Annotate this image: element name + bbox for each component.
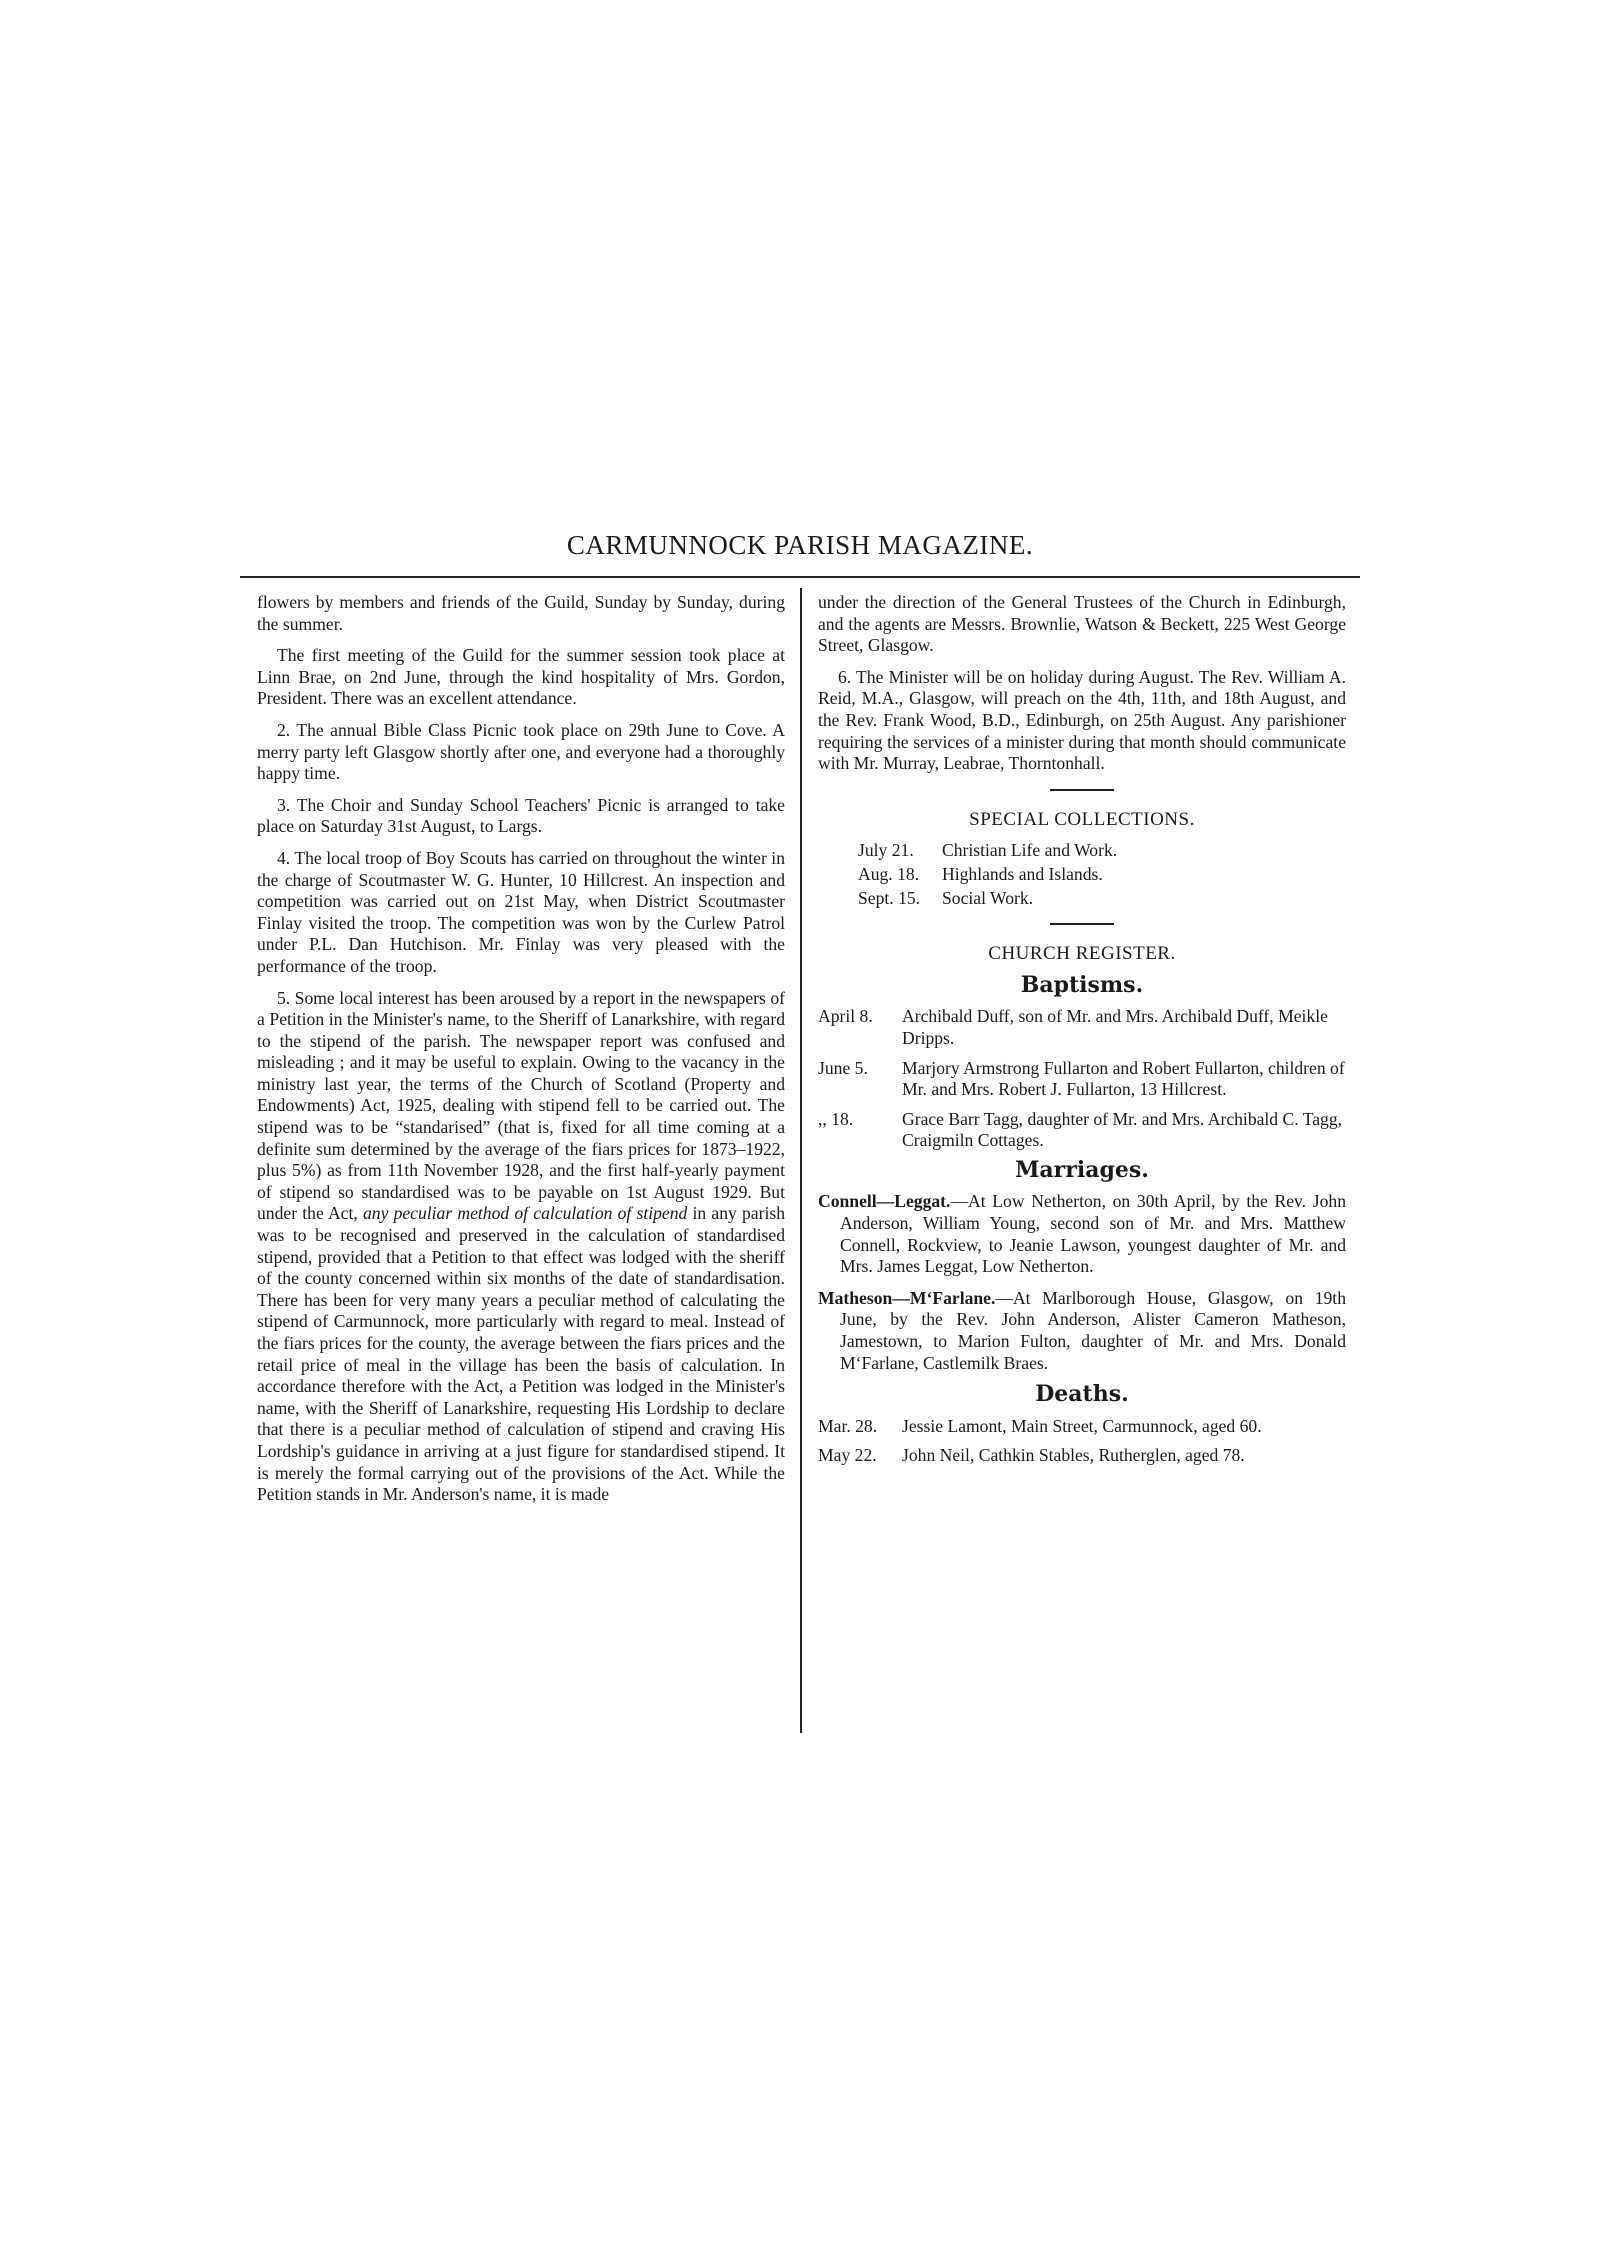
list-item <box>818 1058 1346 1101</box>
marriage-names: Connell—Leggat. <box>818 1191 951 1212</box>
list-item <box>858 840 1346 862</box>
collection-date: July 21. <box>858 840 914 861</box>
stipend-text-part1: 5. Some local interest has been aroused by a report in the newspapers of a Petition in the Minister's name, to the Sheriff of Lanarkshire, with regard to the stipend of the parish. The newspaper report was confused and misleading ; and it may be useful to explain. Owing to the vacancy in the ministry last year, the terms of the Church of Scotland (Property and Endowments) Act, 1925, dealing with stipend fell to be carried out. The stipend was to be “standarised” (that is, fixed for all time coming at a definite sum determined by the average of the fiars prices for 1873–1922, plus 5%) as from 11th November 1928, and the first half-yearly payment of stipend so standardised was to be payable on 1st August 1929. But under the Act, <box>257 987 785 1224</box>
baptism-date: ,, 18. <box>818 1108 854 1129</box>
column-divider <box>800 588 802 1733</box>
list-item <box>818 1288 1346 1374</box>
baptisms-heading: Baptisms. <box>1020 971 1144 998</box>
list-item <box>818 1416 1346 1438</box>
stipend-italic-phrase: any peculiar method of calculation of stipend <box>362 1203 688 1224</box>
collection-date: Sept. 15. <box>858 887 921 908</box>
paragraph-minister-holiday: 6. The Minister will be on holiday during August. The Rev. William A. Reid, M.A., Glasgow, will preach on the 4th, 11th, and 18th August, and the Rev. Frank Wood, B.D., Edinburgh, on 25th August. Any parishioner requiring the services of a minister during that month should communicate with Mr. Murray, Leabrae, Thorntonhall. <box>818 666 1346 774</box>
list-item <box>818 1445 1346 1467</box>
baptism-text: Marjory Armstrong Fullarton and Robert Fullarton, children of Mr. and Mrs. Robert J. Fullarton, 13 Hillcrest. <box>902 1057 1345 1100</box>
paragraph-bible-class-picnic: 2. The annual Bible Class Picnic took place on 29th June to Cove. A merry party left Glasgow shortly after one, and everyone had a thoroughly happy time. <box>257 719 785 784</box>
special-collections-heading: SPECIAL COLLECTIONS. <box>969 808 1195 830</box>
paragraph-guild-meeting: The first meeting of the Guild for the summer session took place at Linn Brae, on 2nd June, through the kind hospitality of Mrs. Gordon, President. There was an excellent attendance. <box>257 645 785 709</box>
baptism-text: Archibald Duff, son of Mr. and Mrs. Archibald Duff, Meikle Dripps. <box>902 1006 1328 1048</box>
death-date: Mar. 28. <box>818 1415 878 1436</box>
marriage-text: —At Marlborough House, Glasgow, on 19th June, by the Rev. John Anderson, Alister Cameron Matheson, Jamestown, to Marion Fulton, daughter of Mr. and Mrs. Donald M‘Farlane, Castlemilk Braes. <box>840 1287 1346 1373</box>
deaths-heading: Deaths. <box>1035 1381 1129 1408</box>
death-text: John Neil, Cathkin Stables, Rutherglen, aged 78. <box>902 1445 1245 1466</box>
collection-text: Christian Life and Work. <box>942 840 1118 861</box>
paragraph-boy-scouts: 4. The local troop of Boy Scouts has carried on throughout the winter in the charge of Scoutmaster W. G. Hunter, 10 Hillcrest. An inspection and competition was carried out on 21st May, when District Scoutmaster Finlay visited the troop. The competition was won by the Curlew Patrol under P.L. Dan Hutchison. Mr. Finlay was very pleased with the performance of the troop. <box>257 847 785 976</box>
list-item <box>858 888 1346 910</box>
marriages-heading: Marriages. <box>1015 1156 1149 1183</box>
death-date: May 22. <box>818 1445 877 1466</box>
collection-text: Social Work. <box>942 887 1034 908</box>
left-column <box>257 592 785 1516</box>
list-item <box>818 1109 1346 1152</box>
church-register-heading: CHURCH REGISTER. <box>988 943 1176 965</box>
paragraph-trustees: under the direction of the General Trustees of the Church in Edinburgh, and the agents are Messrs. Brownlie, Watson & Beckett, 225 West George Street, Glasgow. <box>818 592 1346 656</box>
page-title: CARMUNNOCK PARISH MAGAZINE. <box>566 530 1034 560</box>
marriage-text: —At Low Netherton, on 30th April, by the Rev. John Anderson, William Young, second son of Mr. and Mrs. Matthew Connell, Rockview, to Jeanie Lawson, youngest daughter of Mr. and Mrs. James Leggat, Low Netherton. <box>840 1191 1346 1277</box>
baptism-text: Grace Barr Tagg, daughter of Mr. and Mrs. Archibald C. Tagg, Craigmiln Cottages. <box>902 1108 1343 1151</box>
list-item <box>818 1006 1346 1049</box>
baptism-date: April 8. <box>818 1006 873 1027</box>
baptism-date: June 5. <box>818 1057 868 1078</box>
paragraph-guild-flowers: flowers by members and friends of the Guild, Sunday by Sunday, during the summer. <box>257 592 785 634</box>
list-item <box>858 864 1346 886</box>
list-item <box>818 1191 1346 1277</box>
paragraph-stipend <box>257 988 785 1506</box>
special-collections-list <box>858 840 1346 909</box>
right-column <box>818 592 1346 1475</box>
header-rule <box>240 576 1360 578</box>
section-rule <box>1050 789 1114 791</box>
section-rule <box>1050 923 1114 925</box>
collection-date: Aug. 18. <box>858 863 920 884</box>
marriage-names: Matheson—M‘Farlane. <box>818 1287 996 1308</box>
stipend-text-part2: in any parish was to be recognised and preserved in the calculation of standardised stipend, provided that a Petition to that effect was lodged with the sheriff of the county concerned within six months of the date of standardisation. There has been for very many years a peculiar method of calculating the stipend of Carmunnock, more particularly with regard to meal. Instead of the fiars prices for the county, the average between the fiars prices and the retail price of meal in the village has been the basis of calculation. In accordance therefore with the Act, a Petition was lodged in the Minister's name, with the Sheriff of Lanarkshire, requesting His Lordship to declare that there is a peculiar method of calculation of stipend and craving His Lordship's guidance in arriving at a just figure for standardised stipend. It is merely the formal carrying out of the provisions of the Act. While the Petition stands in Mr. Anderson's name, it is made <box>257 1203 785 1505</box>
death-text: Jessie Lamont, Main Street, Carmunnock, aged 60. <box>902 1415 1262 1436</box>
collection-text: Highlands and Islands. <box>942 863 1103 884</box>
paragraph-choir-picnic: 3. The Choir and Sunday School Teachers' Picnic is arranged to take place on Saturday 31st August, to Largs. <box>257 794 785 837</box>
